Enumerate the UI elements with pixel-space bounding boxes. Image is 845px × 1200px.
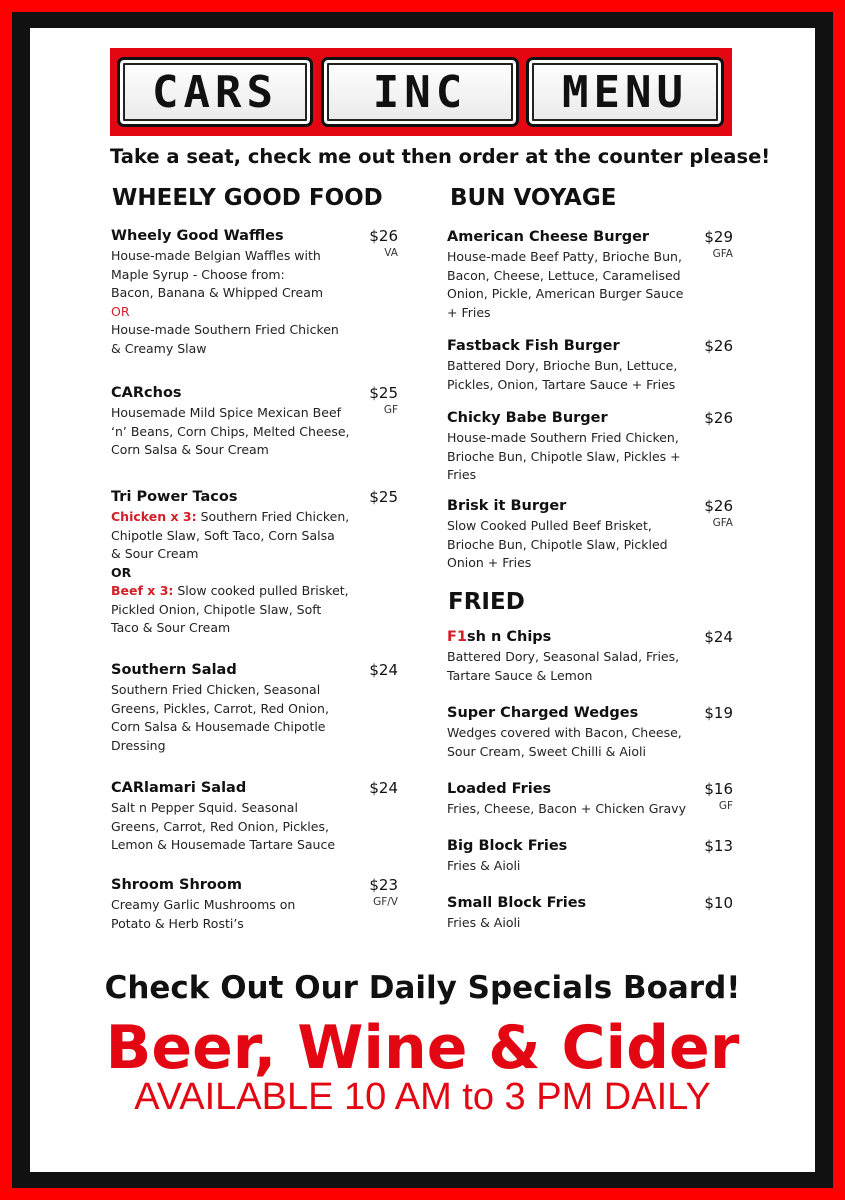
- desc-line: Fries & Aioli: [447, 915, 521, 930]
- dietary-tag: GF: [383, 404, 398, 416]
- item-price: $26: [704, 497, 733, 515]
- desc-line: ‘n’ Beans, Corn Chips, Melted Cheese,: [111, 423, 350, 439]
- item-price: $19: [704, 704, 733, 722]
- item-name: Brisk it Burger: [447, 498, 567, 514]
- dietary-tag: GF/V: [373, 896, 398, 908]
- item-price: $29: [704, 228, 733, 246]
- section-title-fried: FRIED: [448, 589, 525, 615]
- plate-menu: MENU: [526, 57, 724, 127]
- desc-line: Pickled Onion, Chipotle Slaw, Soft: [111, 601, 322, 617]
- chicken-option-label: Chicken x 3:: [111, 509, 197, 524]
- item-description: [111, 508, 398, 638]
- section-title-wheely-good-food: WHEELY GOOD FOOD: [112, 185, 383, 211]
- item-name: Loaded Fries: [447, 781, 552, 797]
- beef-option-label: Beef x 3:: [111, 583, 174, 598]
- item-name: American Cheese Burger: [447, 229, 650, 245]
- desc-line: Maple Syrup - Choose from:: [111, 266, 285, 282]
- item-description: [447, 517, 733, 573]
- desc-line: Battered Dory, Seasonal Salad, Fries,: [447, 649, 680, 664]
- dietary-tag: GF: [718, 800, 733, 812]
- item-description: [447, 800, 733, 819]
- desc-line: Creamy Garlic Mushrooms on: [111, 897, 296, 912]
- desc-line: Housemade Mild Spice Mexican Beef: [111, 405, 342, 420]
- item-price: $24: [369, 779, 398, 797]
- desc-line: Potato & Herb Rosti’s: [111, 915, 244, 931]
- desc-line: & Creamy Slaw: [111, 340, 207, 356]
- item-price: $13: [704, 837, 733, 855]
- desc-line: Greens, Carrot, Red Onion, Pickles,: [111, 818, 329, 834]
- item-name: Wheely Good Waffles: [111, 228, 284, 244]
- desc-line: House-made Beef Patty, Brioche Bun,: [447, 249, 682, 264]
- desc-line: Lemon & Housemade Tartare Sauce: [111, 837, 336, 852]
- item-price: $24: [369, 661, 398, 679]
- item-name-rest: sh n Chips: [467, 629, 552, 645]
- menu-item-carlamari-salad: [111, 779, 398, 855]
- drinks-availability: AVAILABLE 10 AM to 3 PM DAILY: [134, 1076, 711, 1118]
- item-name: Super Charged Wedges: [447, 705, 639, 721]
- item-description: [111, 799, 398, 855]
- dietary-tag: GFA: [712, 248, 733, 260]
- menu-item-small-block-fries: [447, 894, 733, 933]
- menu-item-shroom-shroom: [111, 876, 398, 933]
- desc-line: House-made Southern Fried Chicken: [111, 322, 339, 337]
- desc-line: Sour Cream, Sweet Chilli & Aioli: [447, 743, 646, 759]
- desc-line: Bacon, Cheese, Lettuce, Caramelised: [447, 267, 681, 283]
- menu-item-american-cheese-burger: [447, 228, 733, 322]
- item-name: [447, 628, 733, 647]
- menu-item-southern-salad: [111, 661, 398, 755]
- item-name: CARlamari Salad: [111, 780, 247, 796]
- menu-item-f1sh-n-chips: [447, 628, 733, 685]
- desc-line: Fries: [447, 467, 477, 482]
- dietary-tag: VA: [384, 247, 398, 259]
- item-description: [447, 429, 733, 485]
- menu-item-fastback-fish-burger: [447, 337, 733, 394]
- item-price: $23: [369, 876, 398, 894]
- desc-line: Salt n Pepper Squid. Seasonal: [111, 800, 298, 815]
- item-name: Shroom Shroom: [111, 877, 242, 893]
- desc-line: + Fries: [447, 304, 491, 320]
- section-title-bun-voyage: BUN VOYAGE: [450, 185, 617, 211]
- item-description: [447, 724, 733, 761]
- item-price: $25: [369, 384, 398, 402]
- desc-line: Slow Cooked Pulled Beef Brisket,: [447, 518, 652, 533]
- desc-line: Battered Dory, Brioche Bun, Lettuce,: [447, 358, 678, 373]
- desc-line: Southern Fried Chicken,: [196, 509, 350, 524]
- desc-line: Chipotle Slaw, Soft Taco, Corn Salsa: [111, 527, 335, 543]
- dietary-tag: GFA: [712, 517, 733, 529]
- desc-line: Wedges covered with Bacon, Cheese,: [447, 725, 682, 740]
- item-description: [111, 404, 398, 460]
- item-name: Fastback Fish Burger: [447, 338, 620, 354]
- menu-item-chicky-babe-burger: [447, 409, 733, 485]
- menu-page: [30, 28, 815, 1172]
- item-price: $10: [704, 894, 733, 912]
- item-price: $26: [704, 337, 733, 355]
- item-name: Small Block Fries: [447, 895, 587, 911]
- desc-line: Onion, Pickle, American Burger Sauce: [447, 286, 684, 301]
- desc-line: Onion + Fries: [447, 555, 532, 570]
- desc-line: Slow cooked pulled Brisket,: [173, 583, 349, 598]
- desc-line: Corn Salsa & Sour Cream: [111, 442, 269, 457]
- tagline: Take a seat, check me out then order at the counter please!: [110, 145, 771, 168]
- desc-line-or: OR: [111, 564, 132, 580]
- menu-item-big-block-fries: [447, 837, 733, 876]
- desc-line: Bacon, Banana & Whipped Cream: [111, 285, 324, 300]
- drinks-headline: Beer, Wine & Cider: [105, 1013, 740, 1083]
- menu-item-tri-power-tacos: [111, 488, 398, 638]
- desc-line: Fries & Aioli: [447, 858, 521, 873]
- desc-line: Dressing: [111, 737, 166, 753]
- item-name-accent: F1: [447, 629, 467, 645]
- menu-item-brisk-it-burger: [447, 497, 733, 573]
- item-price: $25: [369, 488, 398, 506]
- menu-item-carchos: [111, 384, 398, 460]
- desc-line: Greens, Pickles, Carrot, Red Onion,: [111, 700, 329, 716]
- desc-line: Fries, Cheese, Bacon + Chicken Gravy: [447, 801, 686, 816]
- menu-item-loaded-fries: [447, 780, 733, 819]
- desc-line: House-made Southern Fried Chicken,: [447, 430, 679, 445]
- menu-item-wheely-good-waffles: [111, 227, 398, 358]
- item-price: $26: [369, 227, 398, 245]
- item-description: [447, 248, 733, 322]
- item-price: $26: [704, 409, 733, 427]
- item-price: $16: [704, 780, 733, 798]
- item-name: Chicky Babe Burger: [447, 410, 608, 426]
- desc-line: Brioche Bun, Chipotle Slaw, Pickled: [447, 536, 668, 552]
- desc-line: Corn Salsa & Housemade Chipotle: [111, 719, 326, 734]
- plate-inc: INC: [321, 57, 519, 127]
- desc-line: Taco & Sour Cream: [111, 620, 231, 635]
- item-name: Big Block Fries: [447, 838, 568, 854]
- item-description: [447, 857, 733, 876]
- desc-line: House-made Belgian Waffles with: [111, 248, 321, 263]
- license-plate-banner: [110, 48, 732, 136]
- desc-line: & Sour Cream: [111, 546, 199, 561]
- item-description: [447, 648, 733, 685]
- item-name: Tri Power Tacos: [111, 489, 238, 505]
- menu-item-super-charged-wedges: [447, 704, 733, 761]
- desc-line: Southern Fried Chicken, Seasonal: [111, 682, 321, 697]
- item-description: [111, 896, 398, 933]
- desc-line: Pickles, Onion, Tartare Sauce + Fries: [447, 376, 676, 392]
- desc-line: Brioche Bun, Chipotle Slaw, Pickles +: [447, 448, 681, 464]
- desc-line: Tartare Sauce & Lemon: [447, 667, 593, 683]
- item-price: $24: [704, 628, 733, 646]
- item-description: [447, 357, 733, 394]
- item-description: [447, 914, 733, 933]
- item-name: CARchos: [111, 385, 182, 401]
- item-name: Southern Salad: [111, 662, 237, 678]
- specials-board-notice: Check Out Our Daily Specials Board!: [104, 970, 741, 1006]
- desc-line-or: OR: [111, 303, 130, 319]
- item-description: [111, 247, 398, 358]
- plate-cars: CARS: [117, 57, 313, 127]
- item-description: [111, 681, 398, 755]
